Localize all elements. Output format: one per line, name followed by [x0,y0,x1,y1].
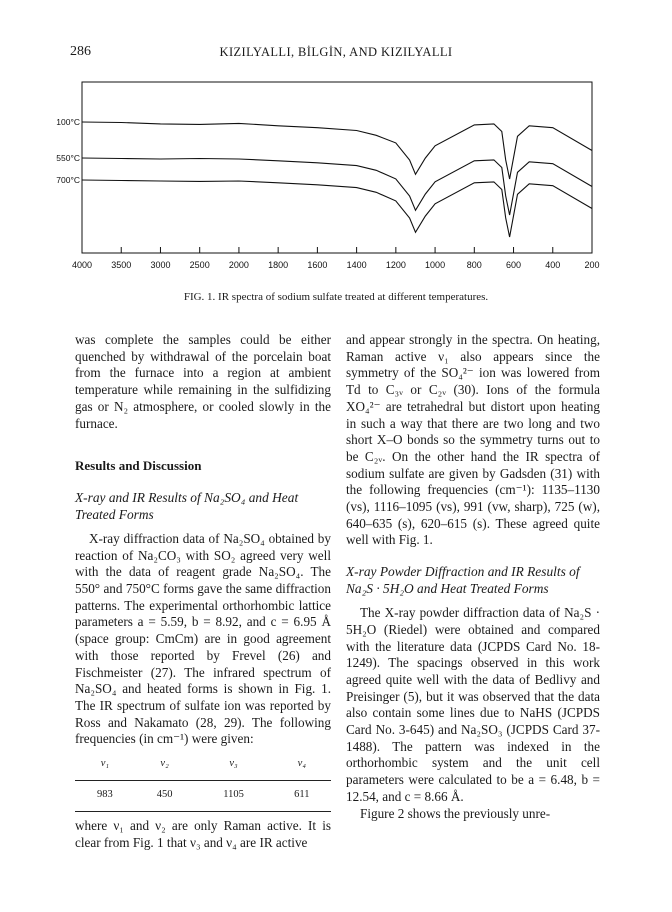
spectrum-line [82,122,592,179]
left-column [75,332,331,852]
right-paragraph-2: The X-ray powder diffraction data of Na₂S · 5H₂O (Riedel) were obtained and compared with the literature data (JCPDS Card No. 18-1249). The spacings observed in this work agreed quite well with the data of Bedlivy and Preisinger (5), but it was observed that the data also contain some lines due to NaHS (JCPDS Card No. 3-645) and Na₂SO₃ (JCPDS Card 37-1488). The pattern was indexed in the orthorhombic system and the unit cell parameters were calculated to be a = 6.48, b = 12.54, and c = 8.66 Å. [346,605,600,804]
running-title: KIZILYALLI, BİLGİN, AND KIZILYALLI [219,45,453,59]
table-header-cell: ν₂ [135,754,195,780]
frequency-table [75,754,331,812]
x-tick-label: 1400 [346,260,367,270]
x-tick-label: 4000 [71,260,93,270]
subsection-heading-xray: X-ray and IR Results of Na₂SO₄ and Heat Treated Forms [75,489,299,522]
table-cell: 450 [135,780,195,812]
table-header-cell: ν₁ [75,754,135,780]
series-label: 700°C [56,175,80,185]
x-tick-label: 400 [545,260,561,270]
spectrum-line [82,180,592,237]
table-cell: 1105 [194,780,272,812]
ir-spectrum-figure [56,78,620,288]
x-tick-label: 3000 [150,260,171,270]
plot-frame [82,82,592,253]
table-row [75,780,331,812]
subsection-heading-powder: X-ray Powder Diffraction and IR Results of Na₂S · 5H₂O and Heat Treated Forms [346,564,580,597]
ir-spectrum-chart [56,78,620,288]
page-header [70,44,602,64]
left-paragraph-1: was complete the samples could be either quenched by withdrawal of the porcelain boat from the furnace into a region at ambient temperature while remaining in the sulfidizing gas or N₂ atmosphere, or cooled slowly in the furnace. [75,332,331,431]
x-tick-label: 1200 [385,260,406,270]
left-paragraph-2: X-ray diffraction data of Na₂SO₄ obtained by reaction of Na₂CO₃ with SO₂ agreed very well with the data of reagent grade Na₂SO₄. The 550° and 750°C forms gave the same diffraction patterns. The experimental orthorhombic lattice parameters a = 5.59, b = 8.92, and c = 6.95 Å (space group: CmCm) are in good agreement with those reported by Frevel (26) and Fischmeister (27). The infrared spectrum of Na₂SO₄ and heated forms is shown in Fig. 1. The IR spectrum of sulfate ion was reported by Ross and Nakamato (28, 29). The following frequencies (in cm⁻¹) were given: [75,530,331,747]
section-heading-results: Results and Discussion [75,458,202,474]
table-header-cell: ν₄ [273,754,331,780]
table-cell: 611 [273,780,331,812]
table-cell: 983 [75,780,135,812]
figure-caption: FIG. 1. IR spectra of sodium sulfate treated at different temperatures. [183,291,489,303]
series-label: 550°C [56,153,80,163]
page-number: 286 [70,44,91,59]
x-tick-label: 3500 [111,260,132,270]
x-tick-label: 2000 [228,260,249,270]
x-tick-label: 200 [584,260,600,270]
x-tick-label: 1000 [425,260,446,270]
x-tick-label: 600 [506,260,522,270]
table-header-cell: ν₃ [194,754,272,780]
right-paragraph-3: Figure 2 shows the previously unre- [360,805,551,821]
x-tick-label: 800 [466,260,482,270]
x-tick-label: 2500 [189,260,210,270]
x-tick-label: 1800 [268,260,289,270]
left-paragraph-3: where ν₁ and ν₂ are only Raman active. It is clear from Fig. 1 that ν₃ and ν₄ are IR active [75,818,331,851]
right-paragraph-1: and appear strongly in the spectra. On heating, Raman active ν₁ also appears since the symmetry of the SO₄²⁻ ion was lowered from Td to C₃ᵥ or C₂ᵥ (30). Ions of the formula XO₄²⁻ are tetrahedral but distort upon heating in such a way that there are two long and two short X–O bonds so the symmetry turns out to be C₂ᵥ. On the other hand the IR spectra of sodium sulfate are given by Gadsden (31) with the following frequencies (cm⁻¹): 1135–1130 (vs), 1116–1095 (vs), 991 (vw, sharp), 725 (w), 640–635 (s), 620–615 (s). These agreed quite well with Fig. 1. [346,332,600,548]
x-tick-label: 1600 [307,260,328,270]
series-label: 100°C [56,117,80,127]
right-column [346,332,600,822]
